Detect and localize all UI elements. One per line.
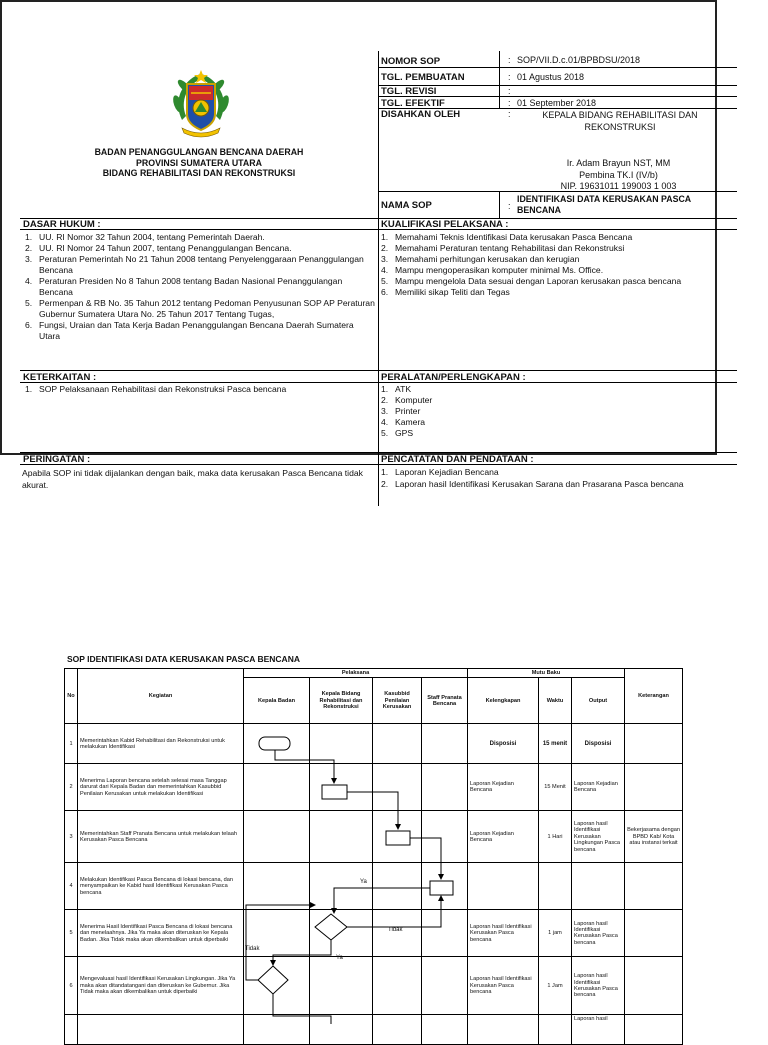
signer-rank: Pembina TK.I (IV/b) <box>579 169 658 180</box>
tgl-efektif-value: 01 September 2018 <box>517 98 597 108</box>
item-number: 1. <box>25 232 33 242</box>
col-header-pelaksana: Pelaksana <box>244 669 468 678</box>
col-header-waktu: Waktu <box>539 678 572 724</box>
table-row <box>65 724 683 764</box>
row-waktu: 15 menit <box>539 724 572 764</box>
section-line <box>20 452 737 453</box>
row-no: 2 <box>65 764 78 811</box>
section-line <box>20 464 737 465</box>
item-text: Printer <box>395 406 421 416</box>
nama-sop-label: NAMA SOP <box>381 200 432 211</box>
section-line <box>20 218 737 219</box>
item-text: Laporan Kejadian Bencana <box>395 467 499 477</box>
nama-sop-value <box>517 194 691 216</box>
col-header-kepala-badan: Kepala Badan <box>244 678 310 724</box>
item-text: GPS <box>395 428 414 438</box>
row-kelengkapan: Laporan Kejadian Bencana <box>468 764 539 811</box>
sop-flow-table <box>64 668 683 1045</box>
item-number: 6. <box>25 320 33 330</box>
row-waktu: 15 Menit <box>539 764 572 811</box>
pembuatan-colon: : <box>508 72 511 82</box>
row-waktu: 1 jam <box>539 910 572 957</box>
efektif-colon: : <box>508 98 511 108</box>
row-no: 4 <box>65 863 78 910</box>
table-row <box>65 910 683 957</box>
nama-sop-line-2: BENCANA <box>517 205 561 215</box>
tgl-pembuatan-value: 01 Agustus 2018 <box>517 72 585 82</box>
item-number: 2. <box>25 243 33 253</box>
signer-nip: NIP. 19631011 199003 1 003 <box>560 181 677 191</box>
item-number: 3. <box>381 406 389 416</box>
peringatan-title: PERINGATAN : <box>23 454 91 465</box>
signer-name: Ir. Adam Brayun NST, MM <box>566 158 671 168</box>
row-no: 1 <box>65 724 78 764</box>
item-number: 3. <box>381 254 389 264</box>
item-text: SOP Pelaksanaan Rehabilitasi dan Rekonstruksi Pasca bencana <box>39 384 287 394</box>
item-text: Mampu mengelola Data sesuai dengan Laporan kerusakan pasca bencana <box>395 276 682 286</box>
row-keterangan <box>625 957 683 1015</box>
table-row <box>65 863 683 910</box>
item-number: 4. <box>381 265 389 275</box>
peralatan-item <box>381 395 733 406</box>
row-kegiatan: Menerima Hasil Identifikasi Pasca Bencana di lokasi bencana dan menelaahnya. Jika Ya maka akan diteruskan ke Kepala Badan. Jika Tidak maka akan dikembalikan untuk diperbaiki <box>78 910 244 957</box>
row-output: Laporan hasil Identifikasi Kerusakan Pasca bencana <box>572 910 625 957</box>
table-row <box>65 957 683 1015</box>
item-text: Kamera <box>395 417 426 427</box>
item-text: Mampu mengoperasikan komputer minimal Ms. Office. <box>395 265 604 275</box>
disahkan-title-1: KEPALA BIDANG REHABILITASI DAN <box>542 110 698 120</box>
item-text: Memahami Teknis Identifikasi Data kerusakan Pasca Bencana <box>395 232 633 242</box>
item-number: 5. <box>381 276 389 286</box>
row-output <box>572 863 625 910</box>
org-name <box>20 147 378 179</box>
row-kelengkapan: Laporan hasil Identifikasi Kerusakan Pasca bencana <box>468 957 539 1015</box>
pencatatan-item <box>381 478 733 490</box>
center-divider <box>378 51 379 506</box>
item-text: Komputer <box>395 395 433 405</box>
row-output: Disposisi <box>572 724 625 764</box>
peralatan-item <box>381 406 733 417</box>
org-line-1: BADAN PENANGGULANGAN BENCANA DAERAH <box>94 147 304 157</box>
table-row <box>65 764 683 811</box>
item-text: Memahami perhitungan kerusakan dan kerugian <box>395 254 580 264</box>
kualifikasi-item <box>381 232 733 243</box>
peralatan-item <box>381 417 733 428</box>
nama-colon: : <box>508 201 511 211</box>
item-text: Fungsi, Uraian dan Tata Kerja Badan Penanggulangan Bencana Daerah Sumatera Utara <box>39 320 354 341</box>
col-header-output: Output <box>572 678 625 724</box>
tgl-pembuatan-label: TGL. PEMBUATAN <box>381 72 465 83</box>
nomor-sop-label: NOMOR SOP <box>381 56 441 67</box>
keterkaitan-title: KETERKAITAN : <box>23 372 97 383</box>
meta-line <box>378 67 737 68</box>
kualifikasi-item <box>381 276 733 287</box>
col-header-kelengkapan: Kelengkapan <box>468 678 539 724</box>
dasar-hukum-item <box>25 254 375 276</box>
flow-label-ya: Ya <box>336 955 343 961</box>
item-number: 1. <box>381 467 389 477</box>
row-keterangan <box>625 863 683 910</box>
row-kegiatan: Memerintahkan Staff Pranata Bencana untuk melakukan telaah Kerusakan Pasca Bencana <box>78 811 244 863</box>
item-text: UU. RI Nomor 32 Tahun 2004, tentang Pemerintah Daerah. <box>39 232 265 242</box>
row-kelengkapan: Laporan hasil Identifikasi Kerusakan Pasca bencana <box>468 910 539 957</box>
tgl-efektif-label: TGL. EFEKTIF <box>381 98 445 109</box>
section-line <box>20 229 737 230</box>
flow-label-tidak: Tidak <box>245 946 260 952</box>
row-kegiatan: Mengevaluasi hasil Identifikasi Kerusakan Lingkungan. Jika Ya maka akan ditandatangani dan diteruskan ke Gubernur. Jika Tidak maka akan dikembalikan untuk diperbaiki <box>78 957 244 1015</box>
peralatan-title: PERALATAN/PERLENGKAPAN : <box>381 372 526 383</box>
item-number: 2. <box>381 479 389 489</box>
row-output: Laporan hasil <box>572 1015 625 1045</box>
table-row <box>65 1015 683 1045</box>
peralatan-list <box>381 384 733 439</box>
revisi-colon: : <box>508 86 511 96</box>
row-output: Laporan hasil Identifikasi Kerusakan Pasca bencana <box>572 957 625 1015</box>
col-header-kasubbid: Kasubbid Penilaian Kerusakan <box>373 678 422 724</box>
meta-divider-2 <box>499 191 500 218</box>
item-number: 4. <box>381 417 389 427</box>
col-header-no: No <box>65 669 78 724</box>
item-number: 2. <box>381 395 389 405</box>
disahkan-title <box>520 110 720 133</box>
item-number: 6. <box>381 287 389 297</box>
item-number: 1. <box>381 384 389 394</box>
item-text: ATK <box>395 384 412 394</box>
nomor-colon: : <box>508 55 511 65</box>
keterkaitan-item <box>25 384 375 395</box>
signer-block <box>500 158 737 193</box>
item-number: 1. <box>381 232 389 242</box>
dasar-hukum-item <box>25 276 375 298</box>
row-output: Laporan hasil Identifikasi Kerusakan Lingkungan Pasca bencana <box>572 811 625 863</box>
row-waktu <box>539 863 572 910</box>
item-text: Laporan hasil Identifikasi Kerusakan Sarana dan Prasarana Pasca bencana <box>395 479 684 489</box>
row-no: 3 <box>65 811 78 863</box>
tgl-revisi-label: TGL. REVISI <box>381 86 437 97</box>
disahkan-title-2: REKONSTRUKSI <box>584 121 656 132</box>
keterkaitan-list <box>25 384 375 395</box>
item-number: 5. <box>381 428 389 438</box>
row-kelengkapan <box>468 1015 539 1045</box>
row-kegiatan: Memerintahkan Kabid Rehabilitasi dan Rekonstruksi untuk melakukan Identifikasi <box>78 724 244 764</box>
pencatatan-item <box>381 466 733 478</box>
peringatan-text: Apabila SOP ini tidak dijalankan dengan baik, maka data kerusakan Pasca Bencana tidak akurat. <box>22 468 363 490</box>
row-keterangan <box>625 764 683 811</box>
org-line-2: PROVINSI SUMATERA UTARA <box>136 157 262 168</box>
item-number: 5. <box>25 298 33 308</box>
row-keterangan <box>625 1015 683 1045</box>
row-waktu: 1 Jam <box>539 957 572 1015</box>
row-waktu: 1 Hari <box>539 811 572 863</box>
col-header-staff: Staff Pranata Bencana <box>422 678 468 724</box>
col-header-kabid: Kepala Bidang Rehabilitasi dan Rekonstruksi <box>310 678 373 724</box>
north-sumatra-emblem-logo <box>162 66 240 142</box>
flow-label-tidak: Tidak <box>388 927 403 933</box>
nama-sop-line-1: IDENTIFIKASI DATA KERUSAKAN PASCA <box>517 194 692 204</box>
row-kegiatan <box>78 1015 244 1045</box>
peralatan-item <box>381 428 733 439</box>
dasar-hukum-item <box>25 232 375 243</box>
nomor-sop-value: SOP/VII.D.c.01/BPBDSU/2018 <box>517 55 641 65</box>
row-no: 5 <box>65 910 78 957</box>
col-header-kegiatan: Kegiatan <box>78 669 244 724</box>
item-text: Memiliki sikap Teliti dan Tegas <box>395 287 510 297</box>
row-waktu <box>539 1015 572 1045</box>
row-kelengkapan: Disposisi <box>468 724 539 764</box>
row-output: Laporan Kejadian Bencana <box>572 764 625 811</box>
row-kelengkapan <box>468 863 539 910</box>
flow-label-ya: Ya <box>360 879 367 885</box>
table-row <box>65 811 683 863</box>
kualifikasi-item <box>381 254 733 265</box>
disahkan-colon: : <box>508 109 511 119</box>
section-line <box>20 382 737 383</box>
meta-divider <box>499 51 500 109</box>
row-keterangan: Bekerjasama dengan BPBD Kab/ Kota atau instansi terkait <box>625 811 683 863</box>
row-no <box>65 1015 78 1045</box>
kualifikasi-title: KUALIFIKASI PELAKSANA : <box>381 219 509 230</box>
row-keterangan <box>625 910 683 957</box>
dasar-hukum-list <box>25 232 375 342</box>
row-kegiatan: Menerima Laporan bencana setelah selesai masa Tanggap darurat dari Kepala Badan dan memerintahkan Kasubbid Penilaian Kerusakan untuk melakukan Identifikasi <box>78 764 244 811</box>
section-line <box>20 370 737 371</box>
dasar-hukum-title: DASAR HUKUM : <box>23 219 101 230</box>
item-number: 1. <box>25 384 33 394</box>
item-text: UU. RI Nomor 24 Tahun 2007, tentang Penanggulangan Bencana. <box>39 243 292 253</box>
item-text: Peraturan Presiden No 8 Tahun 2008 tentang Badan Nasional Penanggulangan Bencana <box>39 276 343 297</box>
kualifikasi-list <box>381 232 733 298</box>
row-keterangan <box>625 724 683 764</box>
kualifikasi-item <box>381 287 733 298</box>
dasar-hukum-item <box>25 243 375 254</box>
kualifikasi-item <box>381 243 733 254</box>
peralatan-item <box>381 384 733 395</box>
col-header-mutu-baku: Mutu Baku <box>468 669 625 678</box>
pencatatan-title: PENCATATAN DAN PENDATAAN : <box>381 454 534 465</box>
pencatatan-list <box>381 466 733 490</box>
org-line-3: BIDANG REHABILITASI DAN REKONSTRUKSI <box>102 168 296 178</box>
item-text: Peraturan Pemerintah No 21 Tahun 2008 tentang Penyelenggaraan Penanggulangan Bencana <box>39 254 364 275</box>
item-text: Memahami Peraturan tentang Rehabilitasi dan Rekonstruksi <box>395 243 625 253</box>
item-number: 4. <box>25 276 33 286</box>
row-no: 6 <box>65 957 78 1015</box>
disahkan-label: DISAHKAN OLEH <box>381 109 461 120</box>
row-kelengkapan: Laporan Kejadian Bencana <box>468 811 539 863</box>
flow-title: SOP IDENTIFIKASI DATA KERUSAKAN PASCA BENCANA <box>67 654 300 664</box>
item-text: Permenpan & RB No. 35 Tahun 2012 tentang Pedoman Penyusunan SOP AP Peraturan Gubernur Sumatera Utara No. 25 Tahun 2017 Tentang Tugas, <box>39 298 375 319</box>
dasar-hukum-item <box>25 298 375 320</box>
item-number: 3. <box>25 254 33 264</box>
dasar-hukum-item <box>25 320 375 342</box>
kualifikasi-item <box>381 265 733 276</box>
col-header-keterangan: Keterangan <box>625 669 683 724</box>
item-number: 2. <box>381 243 389 253</box>
row-kegiatan: Melakukan Identifikasi Pasca Bencana di lokasi bencana, dan menyampaikan ke Kabid hasil Identifikasi Kerusakan Pasca bencana <box>78 863 244 910</box>
